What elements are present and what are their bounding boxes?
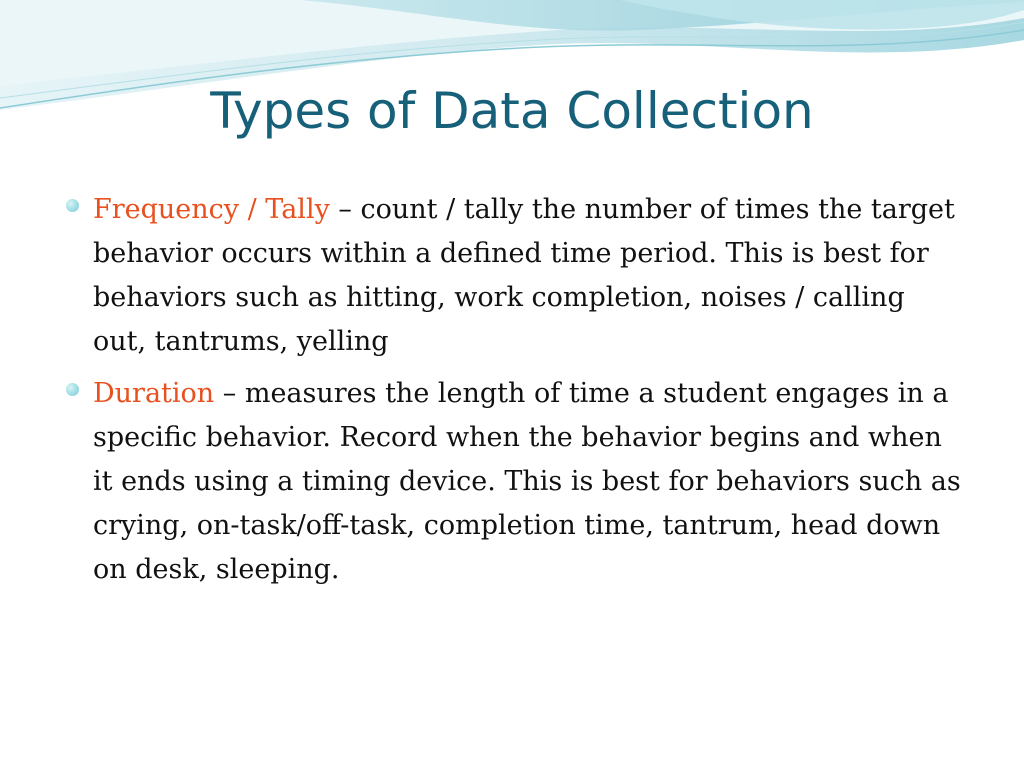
bullet-term: Frequency / Tally bbox=[93, 194, 330, 225]
bullet-item-frequency bbox=[66, 188, 966, 364]
bullet-dot-icon bbox=[66, 383, 79, 396]
slide-title: Types of Data Collection bbox=[210, 82, 814, 140]
bullet-description: – measures the length of time a student engages in a specific behavior. Record when the behavior begins and when it ends using a timing device. This is best for behaviors such as crying, on-task/off-task, completion time, tantrum, head down on desk, sleeping. bbox=[93, 378, 961, 585]
bullet-description: – count / tally the number of times the target behavior occurs within a defined time period. This is best for behaviors such as hitting, work completion, noises / calling out, tantrums, yelling bbox=[93, 194, 955, 357]
bullet-term: Duration bbox=[93, 378, 215, 409]
bullet-item-duration bbox=[66, 372, 966, 592]
bullet-dot-icon bbox=[66, 199, 79, 212]
bullet-list bbox=[66, 188, 966, 600]
